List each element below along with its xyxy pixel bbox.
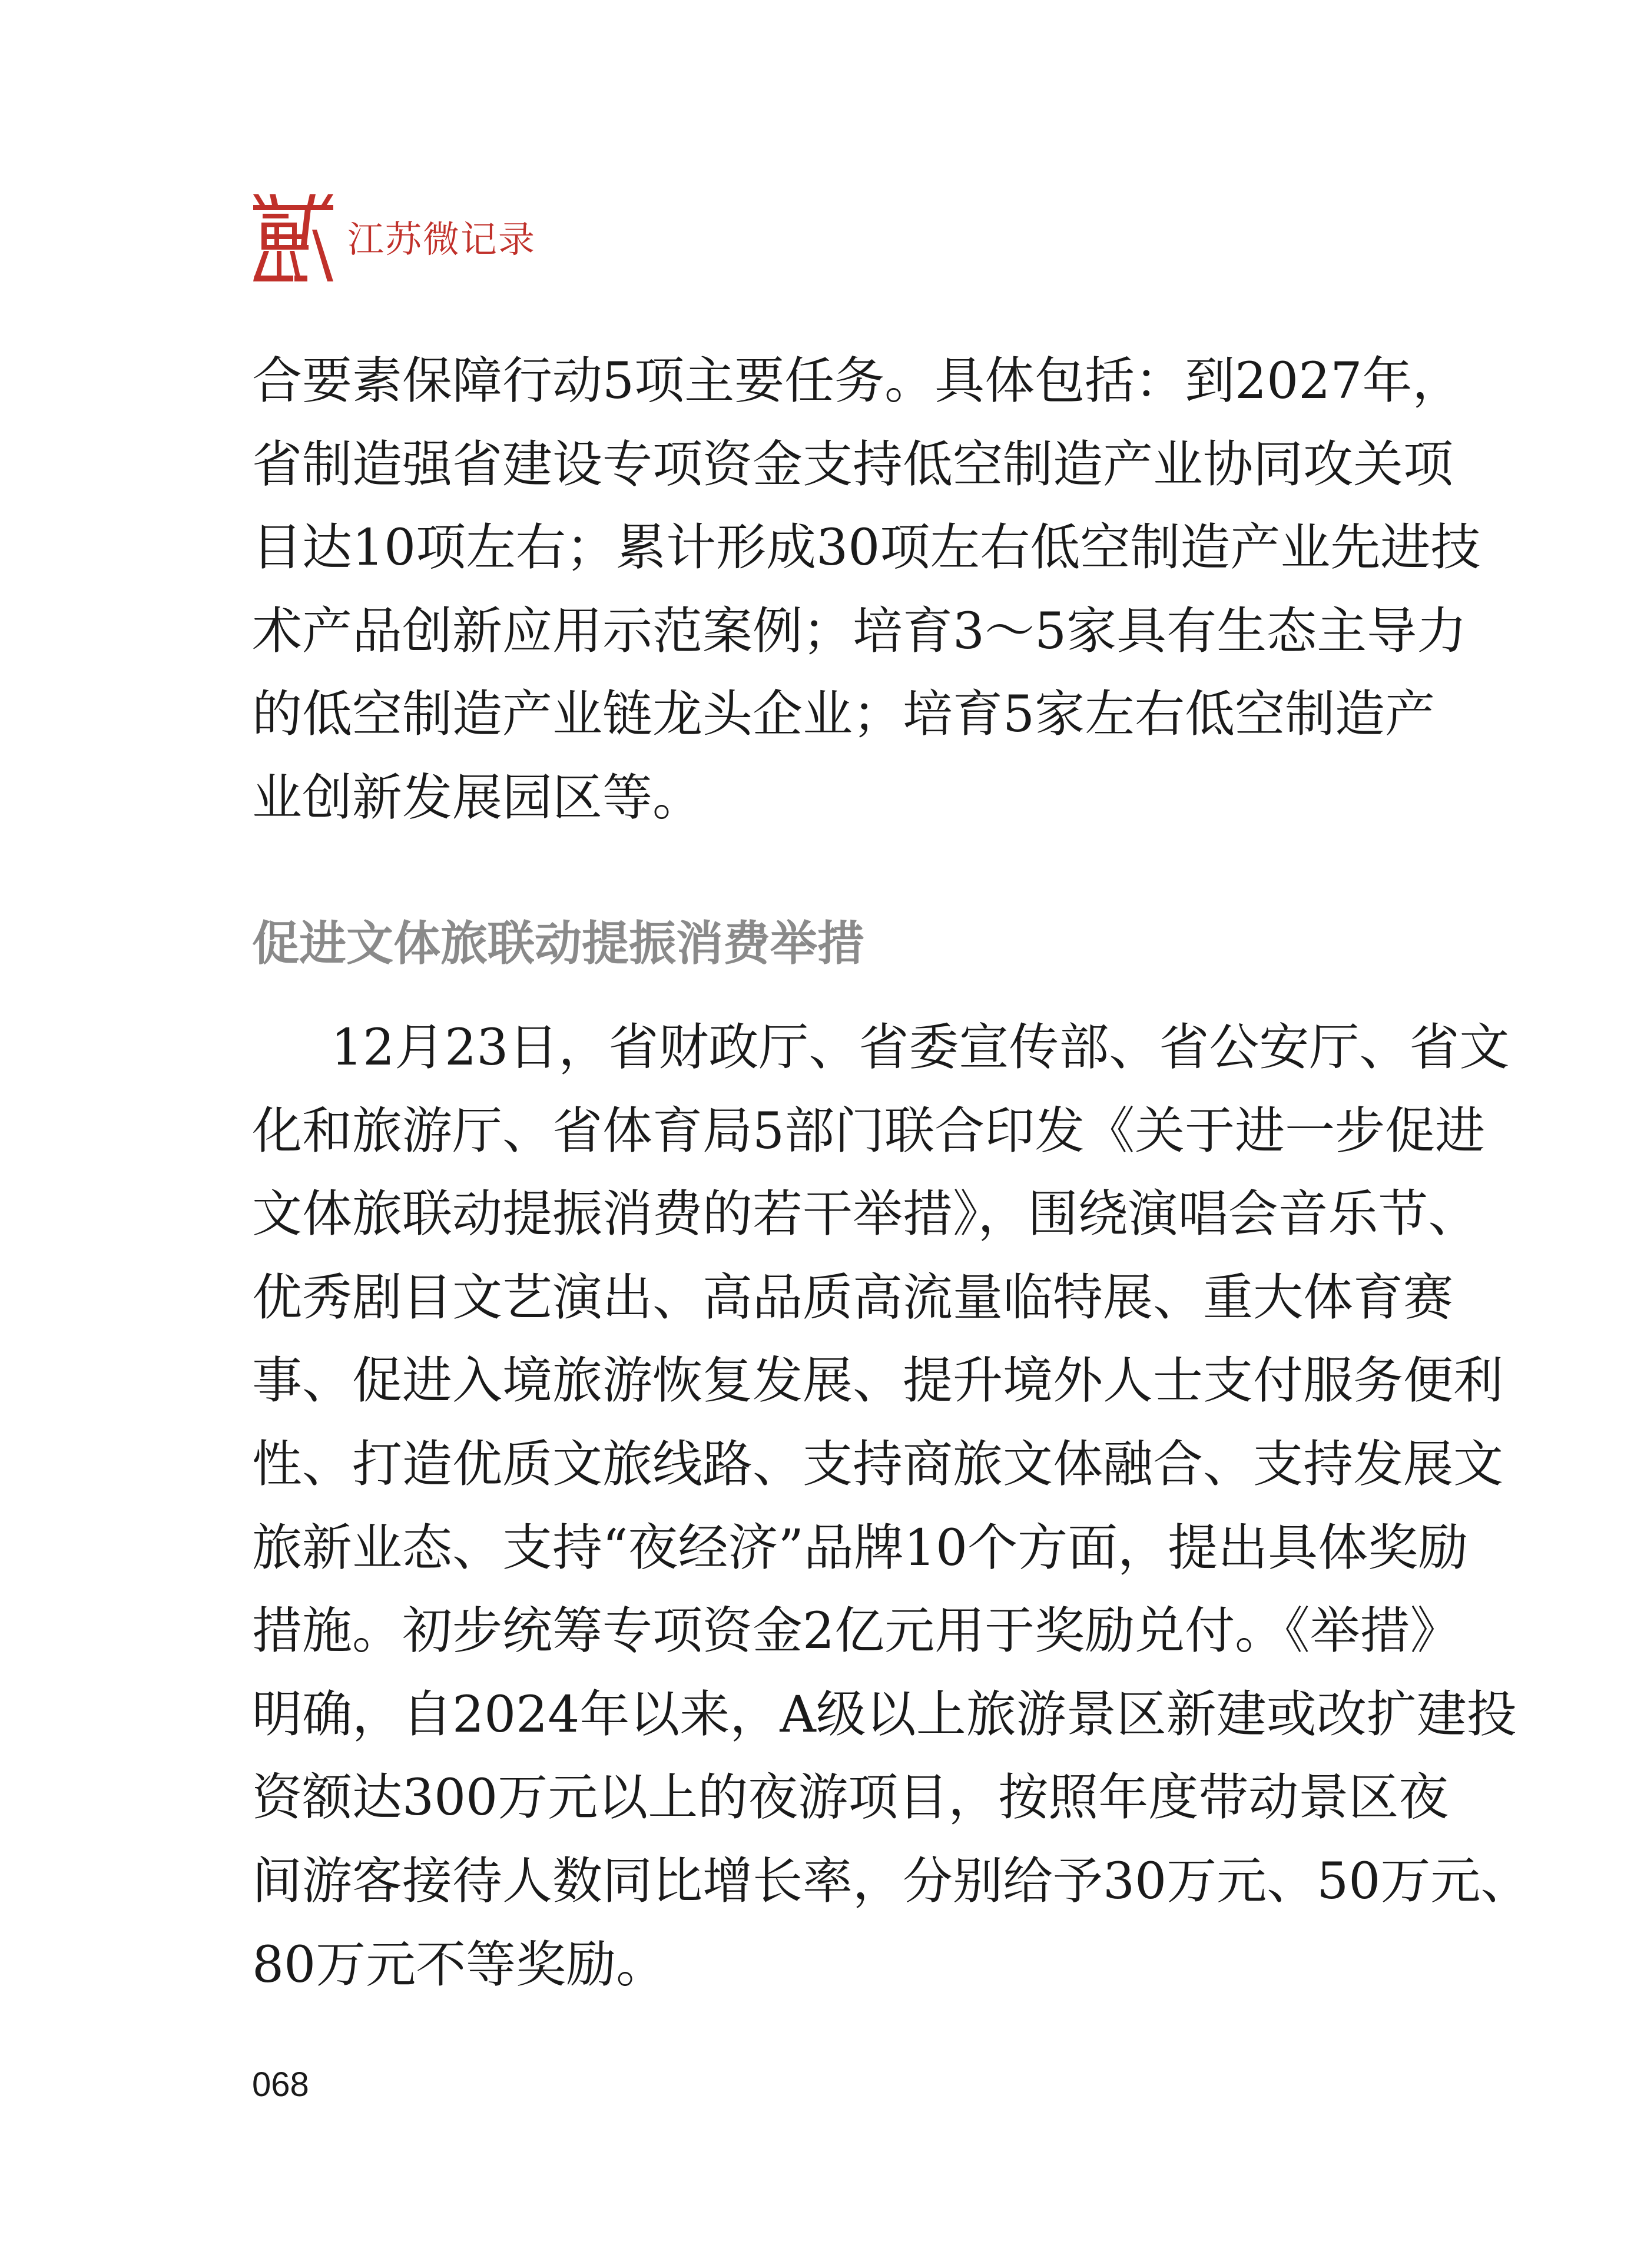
text-line: 旅新业态、支持“夜经济”品牌10个方面，提出具体奖励 bbox=[252, 1518, 1469, 1577]
text-line: 性、打造优质文旅线路、支持商旅文体融合、支持发展文 bbox=[252, 1435, 1504, 1494]
text-line: 化和旅游厅、省体育局5部门联合印发《关于进一步促进 bbox=[252, 1102, 1486, 1160]
text-line: 优秀剧目文艺演出、高品质高流量临特展、重大体育赛 bbox=[252, 1268, 1454, 1327]
text-line: 措施。初步统筹专项资金2亿元用于奖励兑付。《举措》 bbox=[252, 1602, 1460, 1661]
text-line: 80万元不等奖励。 bbox=[252, 1935, 667, 1994]
text-line: 间游客接待人数同比增长率，分别给予30万元、50万元、 bbox=[252, 1852, 1531, 1911]
paragraph-culture-sports-tourism bbox=[252, 1006, 1531, 2007]
page-number: 068 bbox=[252, 2065, 309, 2104]
paragraph-continued bbox=[252, 340, 1481, 840]
page-header bbox=[253, 194, 536, 281]
section-heading: 促进文体旅联动提振消费举措 bbox=[252, 916, 864, 971]
su-character-logo-icon bbox=[253, 194, 333, 281]
paragraph-text bbox=[252, 340, 1481, 840]
text-line: 术产品创新应用示范案例；培育3～5家具有生态主导力 bbox=[252, 602, 1467, 661]
text-line: 业创新发展园区等。 bbox=[252, 768, 703, 827]
paragraph-text bbox=[252, 1006, 1531, 2007]
text-line: 省制造强省建设专项资金支持低空制造产业协同攻关项 bbox=[252, 435, 1454, 494]
text-line: 文体旅联动提振消费的若干举措》，围绕演唱会音乐节、 bbox=[252, 1185, 1479, 1244]
text-line: 事、促进入境旅游恢复发展、提升境外人士支付服务便利 bbox=[252, 1352, 1504, 1411]
text-line: 合要素保障行动5项主要任务。具体包括：到2027年， bbox=[252, 352, 1463, 410]
text-line: 目达10项左右；累计形成30项左右低空制造产业先进技 bbox=[252, 519, 1481, 578]
text-line: 资额达300万元以上的夜游项目，按照年度带动景区夜 bbox=[252, 1769, 1449, 1828]
text-line: 明确，自2024年以来，A级以上旅游景区新建或改扩建投 bbox=[252, 1685, 1517, 1744]
book-series-title: 江苏微记录 bbox=[347, 218, 536, 261]
text-line: 的低空制造产业链龙头企业；培育5家左右低空制造产 bbox=[252, 685, 1436, 744]
text-line-first: 12月23日，省财政厅、省委宣传部、省公安厅、省文 bbox=[331, 1019, 1510, 1077]
